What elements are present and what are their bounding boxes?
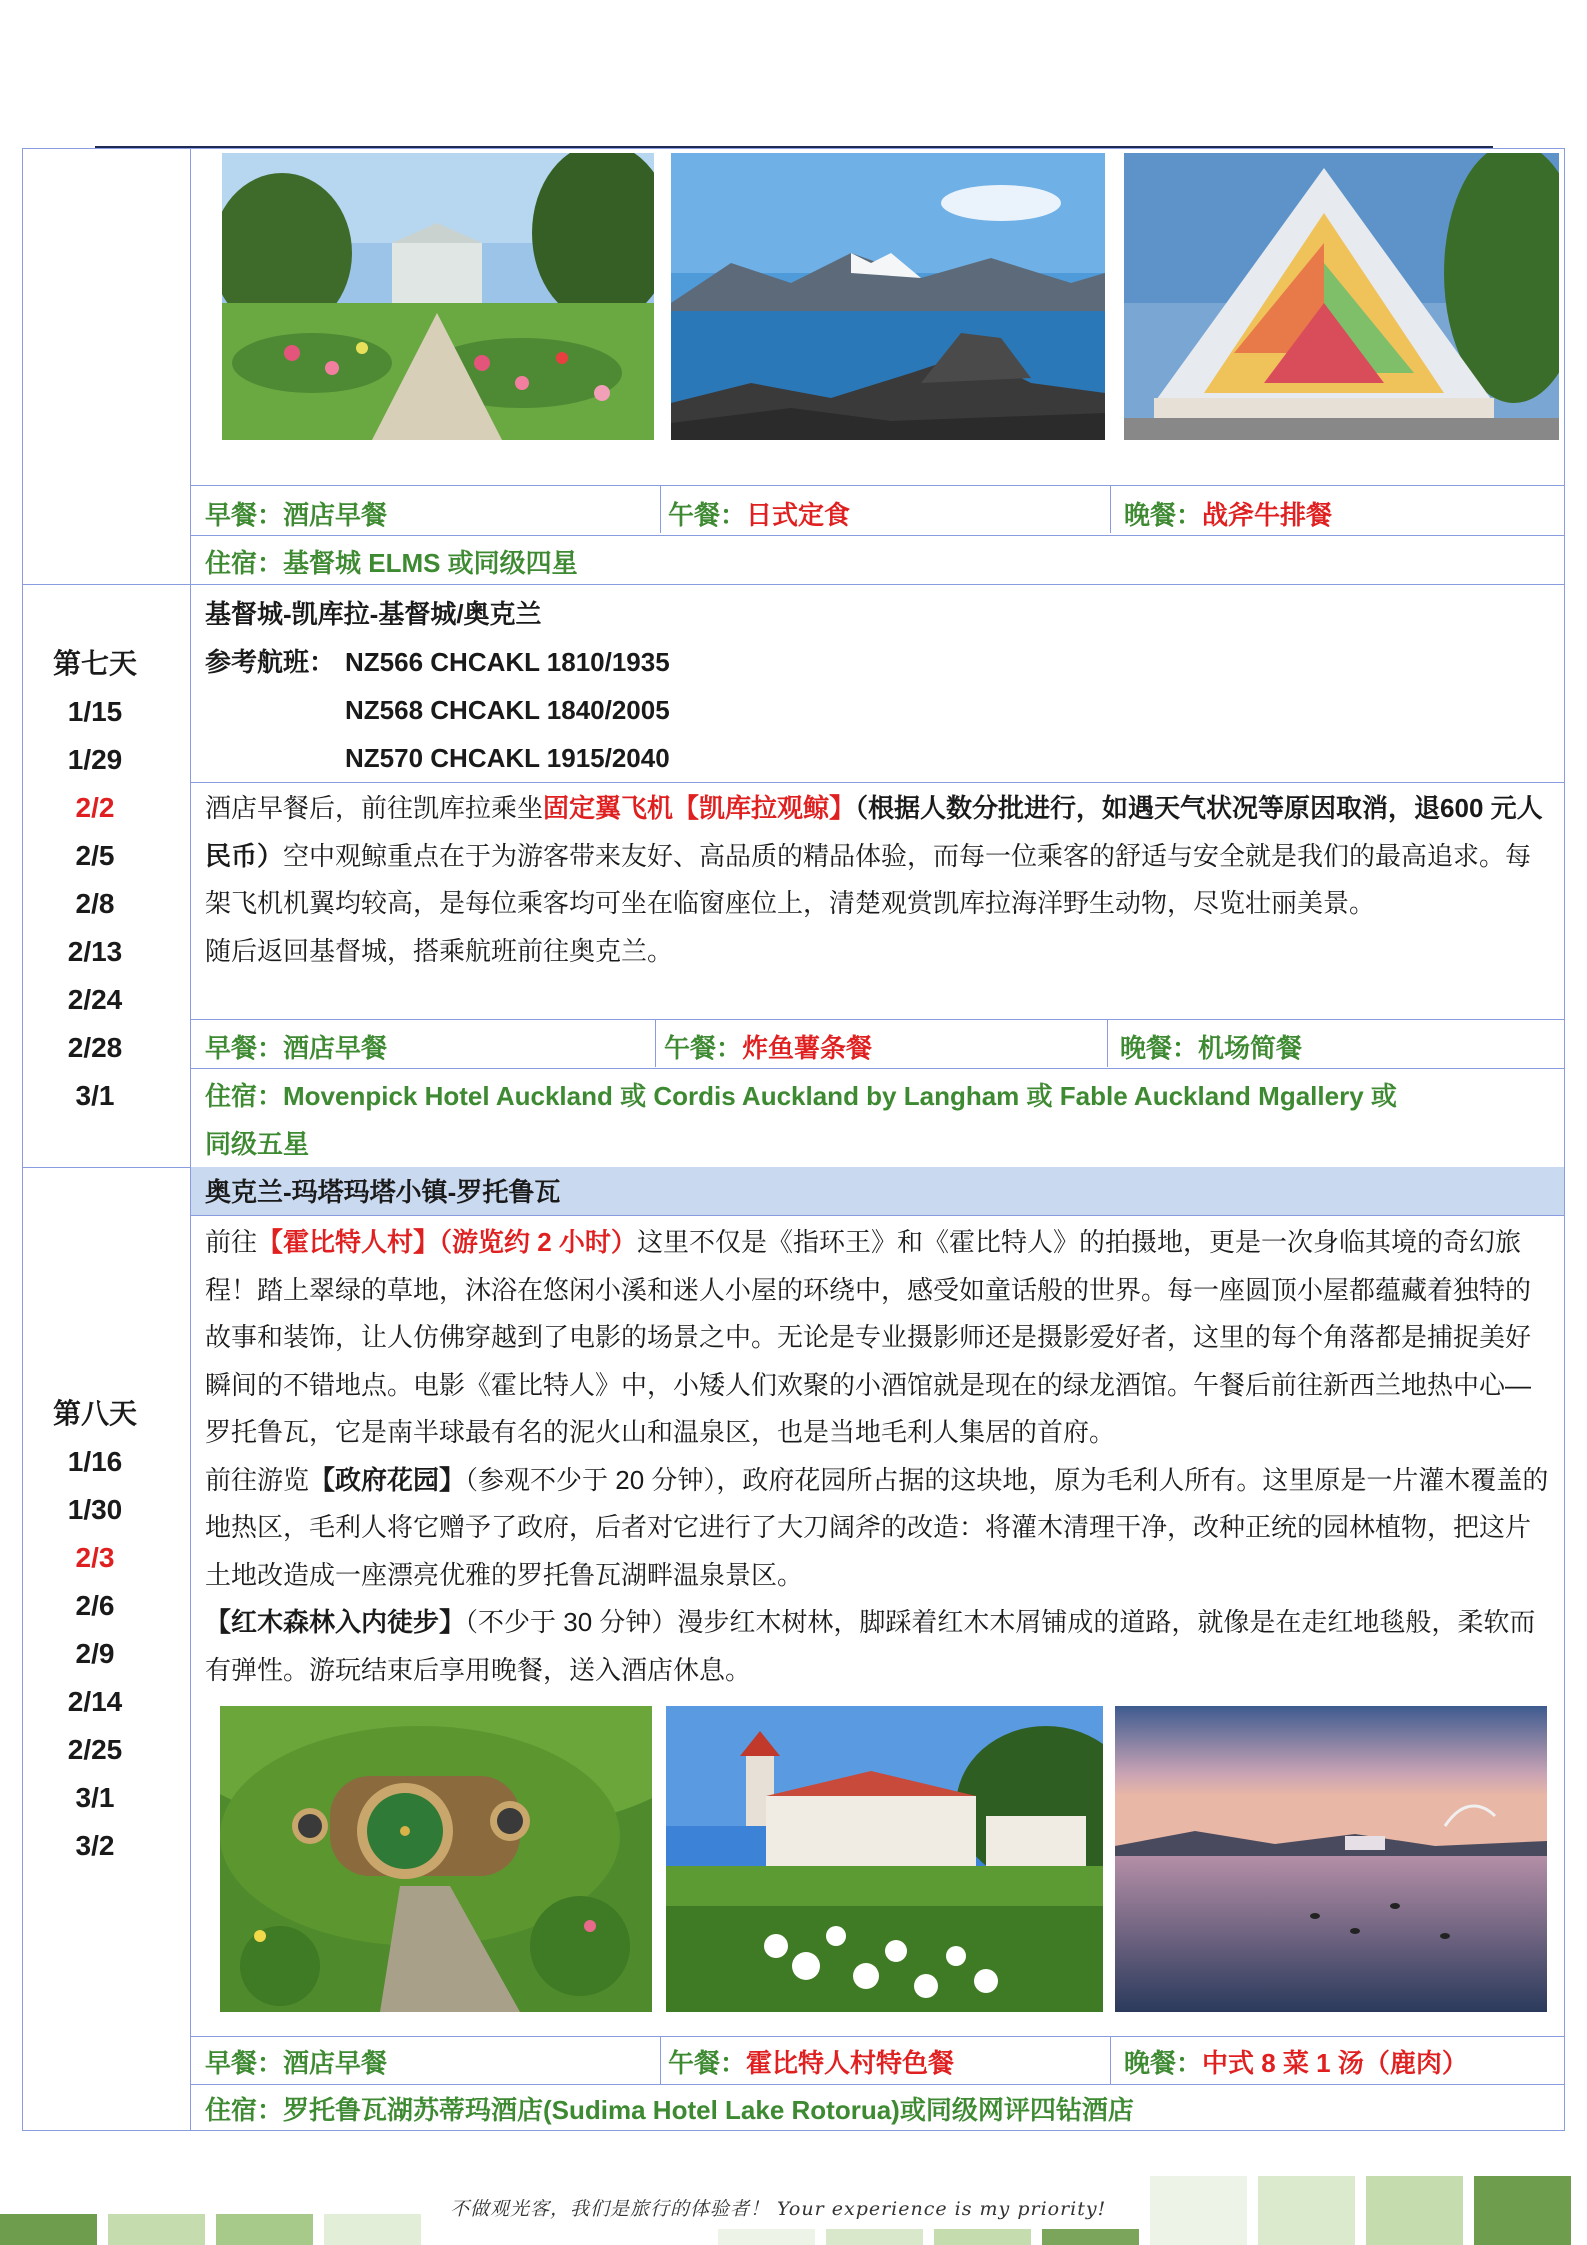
meal-divider xyxy=(1110,485,1111,533)
day7-breakfast: 早餐：酒店早餐 xyxy=(205,1033,388,1063)
photo-lake-rotorua xyxy=(1115,1706,1547,2012)
row-divider xyxy=(190,2084,1564,2085)
day7-description: 酒店早餐后，前往凯库拉乘坐固定翼飞机【凯库拉观鲸】（根据人数分批进行，如遇天气状况等原因取消，退600 元人民币）空中观鲸重点在于为游客带来友好、高品质的精品体验，而每一位乘客的舒适与安全就是我们的最高追求。每架飞机机翼均较高，是每位乘客均可坐在临窗座位上，清楚观赏凯库拉海洋野生动物，尽览壮丽美景。 随后返回基督城，搭乘航班前往奥克兰。 xyxy=(205,793,1543,966)
day8-dinner: 晚餐：中式 8 菜 1 汤（鹿肉） xyxy=(1124,2048,1468,2078)
footer-slogan: 不做观光客，我们是旅行的体验者！ Your experience is my priority! xyxy=(450,2198,1107,2220)
day8-label: 第八天 xyxy=(52,1398,137,1429)
row-divider xyxy=(190,1019,1564,1020)
meal-divider xyxy=(1110,2036,1111,2084)
day7-hotel-line1: 住宿：Movenpick Hotel Auckland 或 Cordis Auckland by Langham 或 Fable Auckland Mgallery 或 xyxy=(205,1081,1397,1111)
row-divider xyxy=(190,485,1564,486)
footer-deco xyxy=(324,2214,421,2245)
day6-breakfast: 早餐：酒店早餐 xyxy=(205,500,388,530)
date: 1/30 xyxy=(67,1494,123,1525)
date: 1/16 xyxy=(67,1446,123,1477)
date: 2/9 xyxy=(75,1638,115,1669)
day6-dinner: 晚餐：战斧牛排餐 xyxy=(1124,500,1333,530)
day8-route: 奥克兰-玛塔玛塔小镇-罗托鲁瓦 xyxy=(205,1177,561,1207)
photo-government-gardens xyxy=(666,1706,1103,2012)
date: 2/8 xyxy=(75,888,115,919)
day7-hotel-line2: 同级五星 xyxy=(205,1129,310,1159)
date: 2/5 xyxy=(75,840,115,871)
footer-deco xyxy=(216,2214,313,2245)
photo-cardboard-cathedral xyxy=(1124,153,1559,440)
photo-rose-garden xyxy=(222,153,654,440)
footer-deco xyxy=(1258,2176,1355,2245)
footer-deco xyxy=(1042,2229,1139,2245)
day7-route: 基督城-凯库拉-基督城/奥克兰 xyxy=(205,599,542,629)
meal-divider xyxy=(1107,1019,1108,1067)
meal-divider xyxy=(655,1019,656,1067)
meal-divider xyxy=(660,485,661,533)
date: 3/2 xyxy=(75,1830,115,1861)
day6-hotel: 住宿：基督城 ELMS 或同级四星 xyxy=(205,548,578,578)
flight-2: NZ568 CHCAKL 1840/2005 xyxy=(345,695,670,725)
photo-kaikoura-coast xyxy=(671,153,1105,440)
row-divider xyxy=(190,535,1564,536)
footer-deco xyxy=(826,2229,923,2245)
date: 1/29 xyxy=(67,744,123,775)
table-divider xyxy=(190,148,191,2131)
date: 1/15 xyxy=(67,696,123,727)
date: 3/1 xyxy=(75,1080,115,1111)
footer-deco xyxy=(1150,2176,1247,2245)
day8-description: 前往【霍比特人村】（游览约 2 小时）这里不仅是《指环王》和《霍比特人》的拍摄地，更是一次身临其境的奇幻旅程！踏上翠绿的草地，沐浴在悠闲小溪和迷人小屋的环绕中，感受如童话般的世界。每一座圆顶小屋都蕴藏着独特的故事和装饰，让人仿佛穿越到了电影的场景之中。无论是专业摄影师还是摄影爱好者，这里的每个角落都是捕捉美好瞬间的不错地点。电影《霍比特人》中，小矮人们欢聚的小酒馆就是现在的绿龙酒馆。午餐后前往新西兰地热中心—罗托鲁瓦，它是南半球最有名的泥火山和温泉区，也是当地毛利人集居的首府。 前往游览【政府花园】（参观不少于 20 分钟），政府花园所占据的这块地，原为毛利人所有。这里原是一片灌木覆盖的地热区，毛利人将它赠予了政府，后者对它进行了大刀阔斧的改造：将灌木清理干净，改种正统的园林植物，把这片土地改造成一座漂亮优雅的罗托鲁瓦湖畔温泉景区。 【红木森林入内徒步】（不少于 30 分钟）漫步红木树林，脚踩着红木木屑铺成的道路，就像是在走红地毯般，柔软而有弹性。游玩结束后享用晚餐，送入酒店休息。 xyxy=(205,1227,1549,1685)
day8-hotel: 住宿：罗托鲁瓦湖苏蒂玛酒店(Sudima Hotel Lake Rotorua)或同级网评四钻酒店 xyxy=(205,2095,1134,2125)
footer-deco xyxy=(108,2214,205,2245)
day-divider xyxy=(22,584,1565,585)
footer-deco xyxy=(718,2229,815,2245)
footer-deco xyxy=(934,2229,1031,2245)
day8-breakfast: 早餐：酒店早餐 xyxy=(205,2048,388,2078)
row-divider xyxy=(190,782,1564,783)
date: 2/25 xyxy=(67,1734,123,1765)
footer-deco xyxy=(1474,2176,1571,2245)
date: 3/1 xyxy=(75,1782,115,1813)
photo-hobbiton xyxy=(220,1706,652,2012)
day6-lunch: 午餐：日式定食 xyxy=(668,500,851,530)
row-divider xyxy=(190,2036,1564,2037)
day7-label: 第七天 xyxy=(52,648,137,679)
day7-lunch: 午餐：炸鱼薯条餐 xyxy=(664,1033,873,1063)
day8-lunch: 午餐：霍比特人村特色餐 xyxy=(668,2048,955,2078)
day7-dates xyxy=(0,640,190,1120)
date: 2/2 xyxy=(75,792,115,823)
row-divider xyxy=(190,1215,1564,1216)
date: 2/3 xyxy=(75,1542,115,1573)
flight-1: NZ566 CHCAKL 1810/1935 xyxy=(345,647,670,677)
day8-dates xyxy=(0,1390,190,1870)
footer-deco xyxy=(1366,2176,1463,2245)
row-divider xyxy=(190,1068,1564,1069)
date: 2/13 xyxy=(67,936,123,967)
meal-divider xyxy=(660,2036,661,2084)
date: 2/14 xyxy=(67,1686,123,1717)
flight-3: NZ570 CHCAKL 1915/2040 xyxy=(345,743,670,773)
flight-label: 参考航班： xyxy=(205,647,336,677)
date: 2/24 xyxy=(67,984,123,1015)
day7-dinner: 晚餐：机场简餐 xyxy=(1120,1033,1303,1063)
footer-deco xyxy=(0,2214,97,2245)
date: 2/6 xyxy=(75,1590,115,1621)
date: 2/28 xyxy=(67,1032,123,1063)
